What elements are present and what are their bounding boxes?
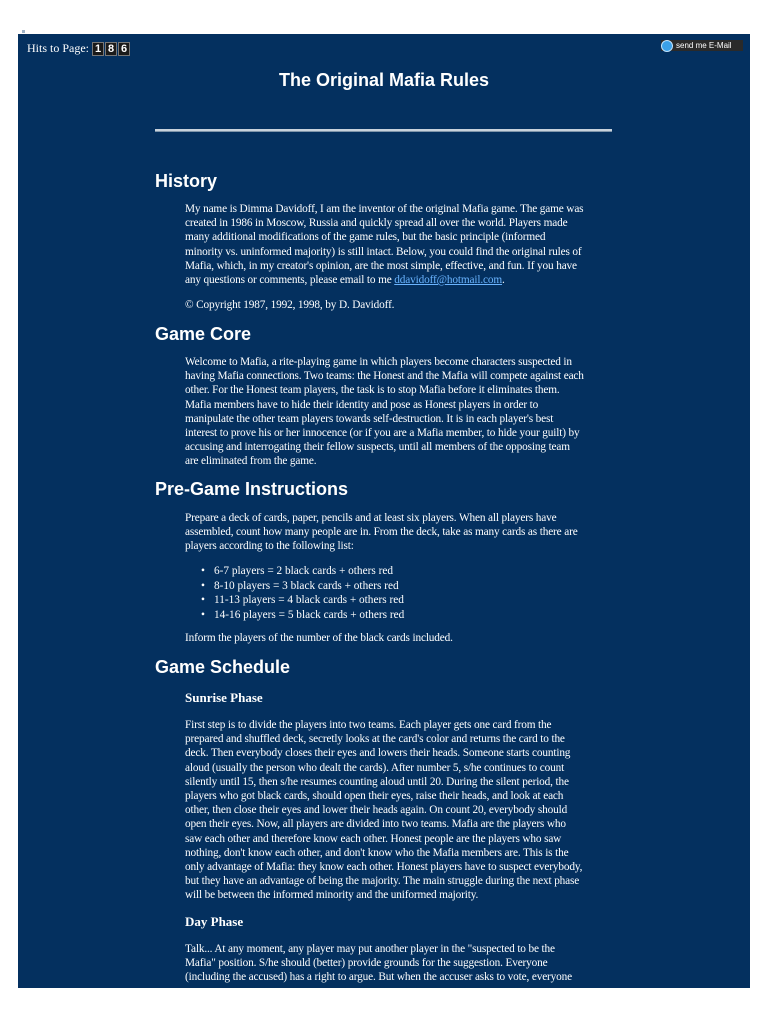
player-card-list: [185, 564, 404, 622]
hit-digit: 6: [118, 42, 130, 56]
hit-digit: 8: [105, 42, 117, 56]
hits-label: Hits to Page:: [27, 41, 89, 55]
game-core-paragraph: Welcome to Mafia, a rite-playing game in which players become characters suspected in having Mafia connections. Two teams: the Honest and the Mafia will compete against each other. For the Honest team players, the task is to stop Mafia before it eliminates them. Mafia members have to hide their identity and pose as Honest players in order to manipulate the other team players towards self-destruction. It is in each player's best interest to prove his or her innocence (or if you are a Mafia member, to hide your guilt) by accusing and interrogating their fellow suspects, until all members of the opposing team are eliminated from the game.: [185, 356, 584, 468]
hit-counter-digits: [92, 42, 130, 56]
list-item: • 8-10 players = 3 black cards + others red: [214, 579, 404, 594]
list-item: • 14-16 players = 5 black cards + others red: [214, 608, 404, 623]
history-text-end: .: [502, 274, 505, 287]
copyright-text: © Copyright 1987, 1992, 1998, by D. Davidoff.: [185, 299, 395, 311]
list-item: • 6-7 players = 2 black cards + others red: [214, 564, 404, 579]
pre-game-outro: Inform the players of the number of the black cards included.: [185, 632, 453, 644]
email-link[interactable]: ddavidoff@hotmail.com: [394, 274, 503, 287]
game-schedule-heading: Game Schedule: [155, 657, 291, 677]
day-phase-paragraph: Talk... At any moment, any player may put another player in the "suspected to be the Mafia" position. S/he should (better) provide grounds for the suggestion. Everyone (including the accused) has a right to argue. But when the accuser asks to vote, everyone: [185, 943, 573, 984]
title-divider: [155, 129, 612, 132]
hit-digit: 1: [92, 42, 104, 56]
pre-game-heading: Pre-Game Instructions: [155, 479, 349, 499]
sunrise-phase-paragraph: First step is to divide the players into two teams. Each player gets one card from the prepared and shuffled deck, secretly looks at the card's color and returns the card to the deck. Then everybody closes their eyes and lowers their heads. Someone starts counting aloud (usually the person who dealt the cards). After number 5, s/he continues to count silently until 15, then s/he resumes counting aloud until 20. During the silent period, the players who got black cards, should open their eyes, raise their heads, and look at each other, then close their eyes and lower their heads again. On count 20, everybody should open their eyes. Now, all players are divided into two teams. Mafia are the players who saw each other and therefore know each other. Honest people are the players who saw nothing, don't know each other, and don't know who the Mafia members are. This is the only advantage of Mafia: they know each other. Honest players have to suspect everybody, but they have an advantage of being the majority. The main struggle during the next phase will be between the informed minority and the uniformed majority.: [185, 719, 583, 902]
day-phase-heading: Day Phase: [185, 914, 244, 929]
history-text: My name is Dimma Davidoff, I am the inventor of the original Mafia game. The game was created in 1986 in Moscow, Russia and quickly spread all over the world. Players made many additional modifications of the game rules, but the basic principle (informed minority vs. uninformed majority) is still intact. Below, you could find the original rules of Mafia, which, in my creator's opinion, are the most simple, effective, and fun. If you have any questions or comments, please email to me: [185, 203, 584, 287]
game-core-heading: Game Core: [155, 324, 252, 344]
page-corner-mark: [22, 30, 25, 33]
email-icon: [661, 40, 673, 52]
history-heading: History: [155, 171, 218, 191]
history-paragraph: [185, 202, 585, 287]
page-title: The Original Mafia Rules: [278, 70, 490, 90]
send-email-label: send me E-Mail: [676, 41, 732, 50]
list-item: • 11-13 players = 4 black cards + others red: [214, 593, 404, 608]
pre-game-intro: Prepare a deck of cards, paper, pencils and at least six players. When all players have assembled, count how many people are in. From the deck, take as many cards as there are players according to the following list:: [185, 512, 578, 553]
sunrise-phase-heading: Sunrise Phase: [185, 690, 263, 705]
send-email-button[interactable]: [661, 40, 743, 51]
hit-counter: [27, 41, 130, 56]
document-page: [18, 34, 750, 988]
